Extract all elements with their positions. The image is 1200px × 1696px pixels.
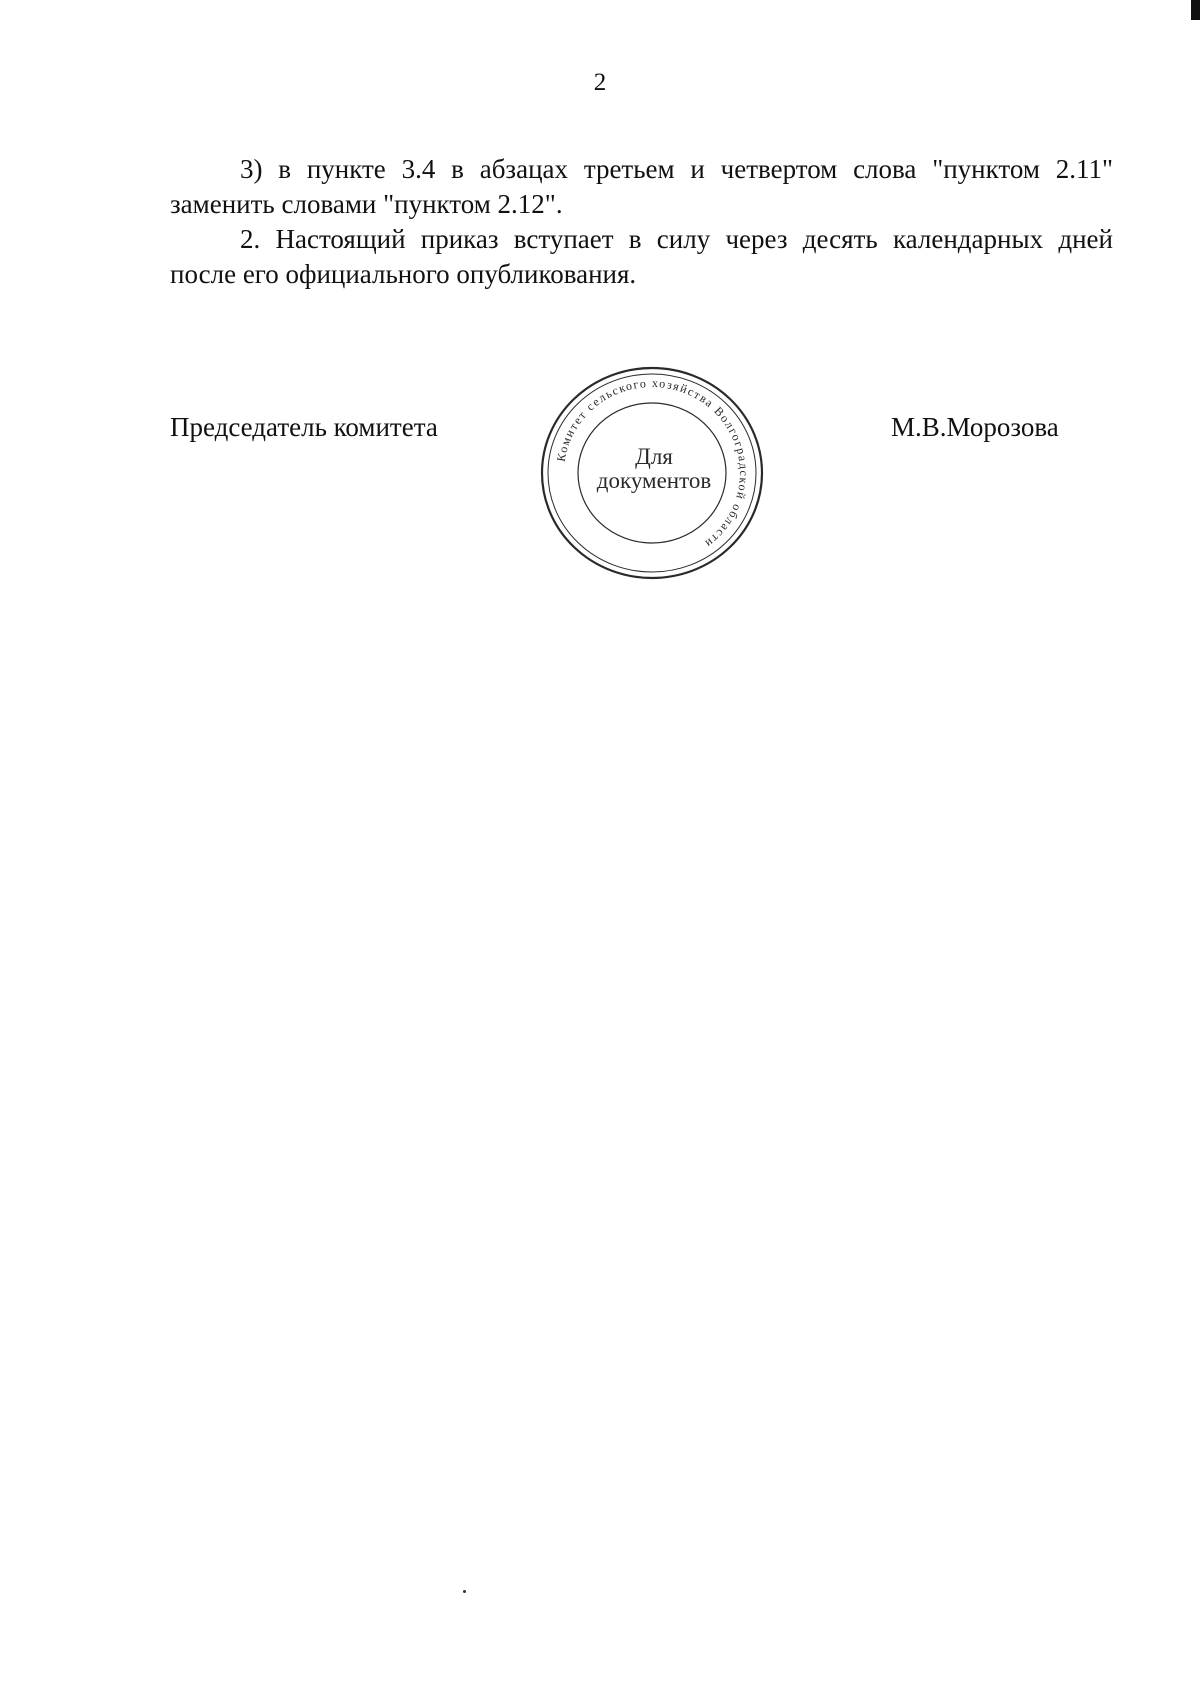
seal-ring-text: Комитет сельского хозяйства Волгоградской области — [553, 375, 752, 552]
paragraph-line: 2. Настоящий приказ вступает в силу через десять календарных дней — [240, 224, 1113, 254]
paragraph-amendment — [170, 152, 1113, 222]
seal-center-line-1: Для — [635, 444, 673, 469]
scan-dot-mark — [463, 1590, 466, 1593]
paragraph-line: 3) в пункте 3.4 в абзацах третьем и четвертом слова "пунктом 2.11" — [240, 154, 1113, 184]
official-seal-stamp — [536, 362, 768, 584]
document-body — [170, 152, 1113, 292]
paragraph-line: после его официального опубликования. — [170, 259, 637, 289]
signatory-name: М.В.Морозова — [891, 412, 1059, 442]
page-number: 2 — [593, 69, 607, 96]
paragraph-effective-date — [170, 222, 1113, 292]
seal-center-line-2: документов — [596, 468, 712, 493]
signatory-position: Председатель комитета — [170, 412, 438, 442]
paragraph-line: заменить словами "пунктом 2.12". — [170, 189, 563, 219]
scan-edge-mark — [1191, 0, 1200, 20]
